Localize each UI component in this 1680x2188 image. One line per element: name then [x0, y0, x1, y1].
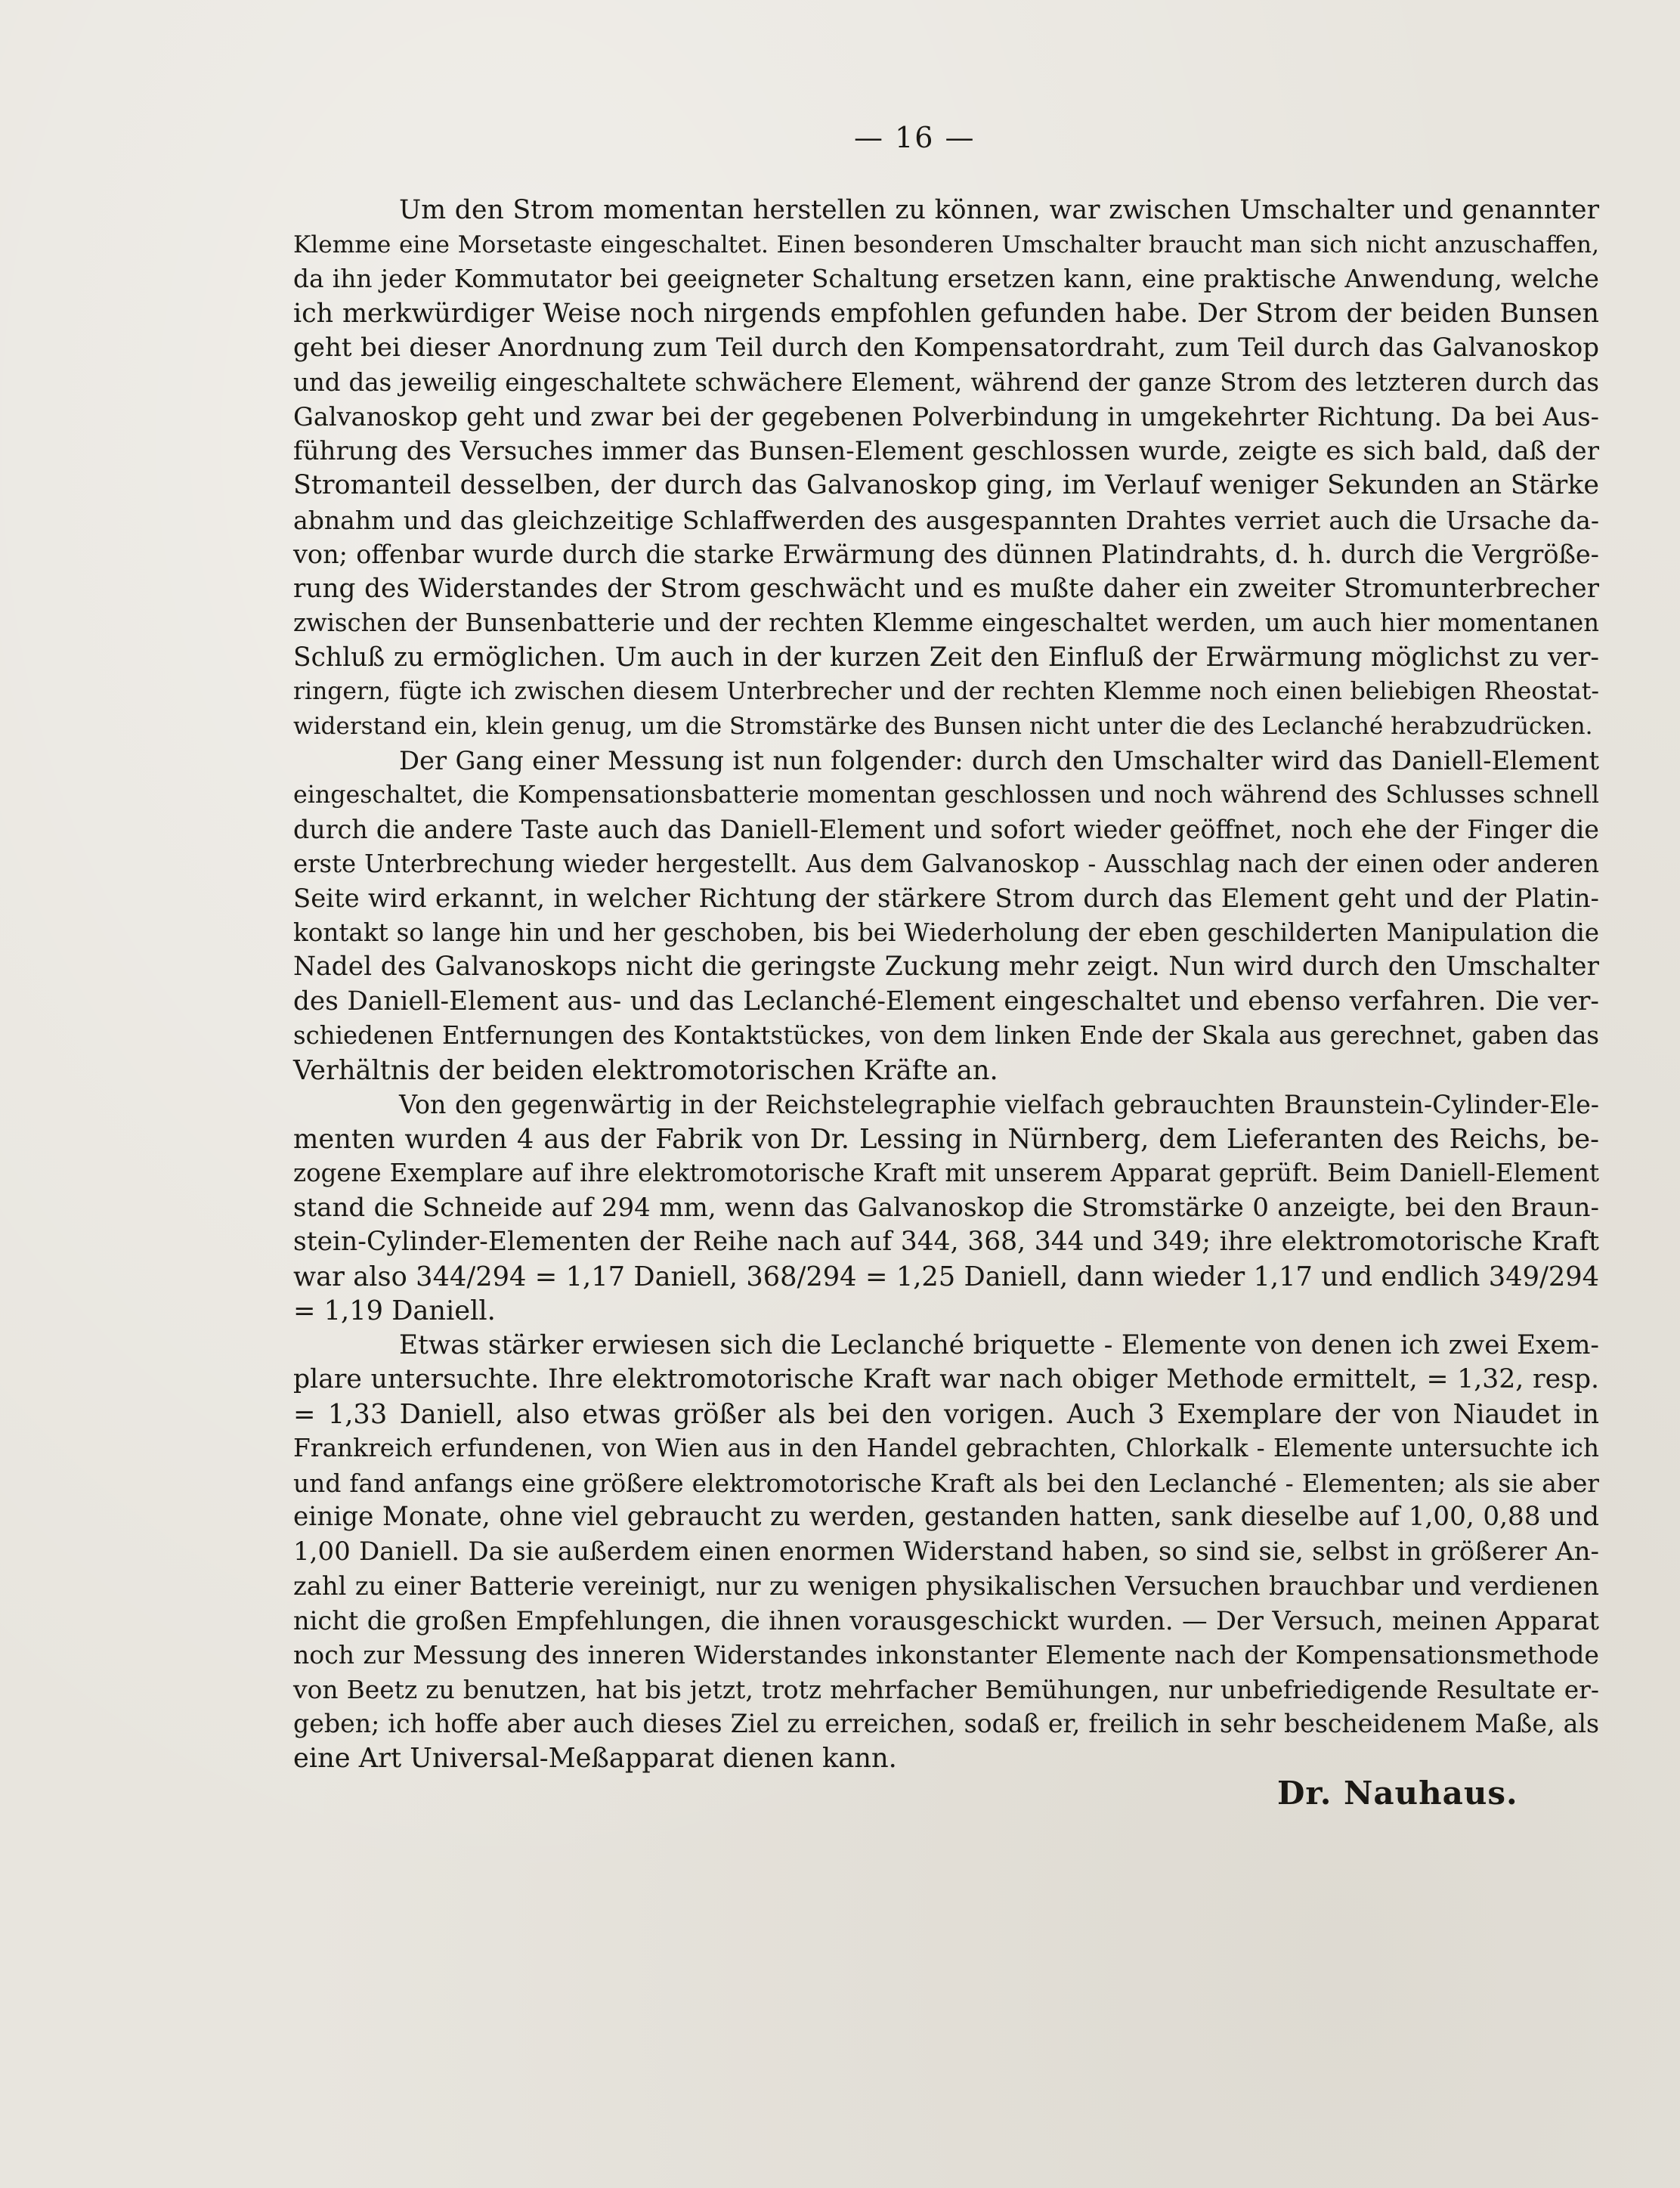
- text-line: widerstand ein, klein genug, um die Stromstärke des Bunsen nicht unter die des Leclanché herabzudrücken.: [293, 712, 1593, 740]
- text-line: eingeschaltet, die Kompensationsbatterie momentan geschlossen und noch während des Schlusses schnell: [293, 781, 1599, 809]
- text-line: durch die andere Taste auch das Daniell-Element und sofort wieder geöffnet, noch ehe der Finger die: [293, 815, 1599, 844]
- text-line: Galvanoskop geht und zwar bei der gegebenen Polverbindung in umgekehrter Richtung. Da bei Aus-: [293, 402, 1599, 432]
- text-line: einige Monate, ohne viel gebraucht zu werden, gestanden hatten, sank dieselbe auf 1,00, 0,88 und: [293, 1502, 1599, 1532]
- text-line: = 1,19 Daniell.: [293, 1295, 496, 1326]
- text-line: 1,00 Daniell. Da sie außerdem einen enormen Widerstand haben, so sind sie, selbst in größerer An-: [293, 1536, 1599, 1567]
- text-line: Frankreich erfundenen, von Wien aus in den Handel gebrachten, Chlorkalk - Elemente untersuchte ich: [293, 1434, 1599, 1462]
- text-line: des Daniell-Element aus- und das Leclanché-Element eingeschaltet und ebenso verfahren. Die ver-: [293, 986, 1599, 1017]
- text-line: geht bei dieser Anordnung zum Teil durch den Kompensatordraht, zum Teil durch das Galvanoskop: [293, 333, 1599, 363]
- text-line: noch zur Messung des inneren Widerstandes inkonstanter Elemente nach der Kompensationsmethode: [293, 1640, 1599, 1670]
- text-line: schiedenen Entfernungen des Kontaktstückes, von dem linken Ende der Skala aus gerechnet, gaben das: [293, 1021, 1599, 1050]
- text-line: Seite wird erkannt, in welcher Richtung der stärkere Strom durch das Element geht und der Platin-: [293, 884, 1599, 913]
- text-line: = 1,33 Daniell, also etwas größer als bei den vorigen. Auch 3 Exemplare der von Niaudet in: [293, 1398, 1599, 1430]
- text-line: zogene Exemplare auf ihre elektromotorische Kraft mit unserem Apparat geprüft. Beim Daniell-Element: [293, 1159, 1599, 1187]
- text-line: erste Unterbrechung wieder hergestellt. Aus dem Galvanoskop - Ausschlag nach der einen oder anderen: [293, 849, 1599, 878]
- text-line: führung des Versuches immer das Bunsen-Element geschlossen wurde, zeigte es sich bald, daß der: [293, 435, 1599, 466]
- text-line: Klemme eine Morsetaste eingeschaltet. Einen besonderen Umschalter braucht man sich nicht anzuschaffen,: [293, 231, 1599, 258]
- text-line: von; offenbar wurde durch die starke Erwärmung des dünnen Platindrahts, d. h. durch die Vergröße-: [293, 540, 1599, 569]
- text-line: geben; ich hoffe aber auch dieses Ziel zu erreichen, sodaß er, freilich in sehr bescheidenem Maße, als: [293, 1709, 1599, 1738]
- page-number: — 16 —: [854, 121, 976, 154]
- text-line: zwischen der Bunsenbatterie und der rechten Klemme eingeschaltet werden, um auch hier momentanen: [293, 608, 1599, 637]
- text-line: ich merkwürdiger Weise noch nirgends empfohlen gefunden habe. Der Strom der beiden Bunsen: [293, 298, 1599, 329]
- text-line: kontakt so lange hin und her geschoben, bis bei Wiederholung der eben geschilderten Manipulation die: [293, 918, 1599, 947]
- text-line: Stromanteil desselben, der durch das Galvanoskop ging, im Verlauf weniger Sekunden an Stärke: [293, 470, 1599, 500]
- text-line: Nadel des Galvanoskops nicht die geringste Zuckung mehr zeigt. Nun wird durch den Umschalter: [293, 952, 1599, 982]
- text-line: eine Art Universal-Meßapparat dienen kann.: [293, 1742, 897, 1774]
- text-line: von Beetz zu benutzen, hat bis jetzt, trotz mehrfacher Bemühungen, nur unbefriedigende Resultate er-: [293, 1674, 1599, 1704]
- text-line: Schluß zu ermöglichen. Um auch in der kurzen Zeit den Einfluß der Erwärmung möglichst zu ver-: [293, 642, 1599, 673]
- text-line: rung des Widerstandes der Strom geschwächt und es mußte daher ein zweiter Stromunterbrecher: [293, 573, 1599, 604]
- text-line: Etwas stärker erwiesen sich die Leclanché briquette - Elemente von denen ich zwei Exem-: [399, 1329, 1599, 1360]
- text-line: nicht die großen Empfehlungen, die ihnen vorausgeschickt wurden. — Der Versuch, meinen Apparat: [293, 1605, 1599, 1636]
- text-line: plare untersuchte. Ihre elektromotorische Kraft war nach obiger Methode ermittelt, = 1,32, resp.: [293, 1364, 1599, 1394]
- text-line: Verhältnis der beiden elektromotorischen Kräfte an.: [293, 1054, 998, 1086]
- text-line: stein-Cylinder-Elementen der Reihe nach auf 344, 368, 344 und 349; ihre elektromotorische Kraft: [293, 1227, 1599, 1257]
- text-line: und das jeweilig eingeschaltete schwächere Element, während der ganze Strom des letzteren durch das: [293, 367, 1599, 397]
- paragraph-4: [293, 1329, 1599, 1776]
- text-line: zahl zu einer Batterie vereinigt, nur zu wenigen physikalischen Versuchen brauchbar und verdienen: [293, 1571, 1599, 1601]
- text-line: abnahm und das gleichzeitige Schlaffwerden des ausgespannten Drahtes verriet auch die Ursache da-: [293, 505, 1599, 535]
- text-line: war also 344/294 = 1,17 Daniell, 368/294 = 1,25 Daniell, dann wieder 1,17 und endlich 349/294: [293, 1261, 1599, 1292]
- text-line: da ihn jeder Kommutator bei geeigneter Schaltung ersetzen kann, eine praktische Anwendung, welche: [293, 265, 1599, 293]
- paragraph-2: [293, 744, 1599, 1088]
- body-text: [293, 193, 1599, 1775]
- paragraph-1: [293, 193, 1599, 744]
- text-line: Der Gang einer Messung ist nun folgender: durch den Umschalter wird das Daniell-Element: [399, 746, 1599, 775]
- text-line: menten wurden 4 aus der Fabrik von Dr. Lessing in Nürnberg, dem Lieferanten des Reichs, be-: [293, 1123, 1599, 1155]
- text-line: Von den gegenwärtig in der Reichstelegraphie vielfach gebrauchten Braunstein-Cylinder-Ele-: [399, 1090, 1599, 1119]
- text-line: Um den Strom momentan herstellen zu können, war zwischen Umschalter und genannter: [399, 195, 1599, 225]
- text-line: stand die Schneide auf 294 mm, wenn das Galvanoskop die Stromstärke 0 anzeigte, bei den Braun-: [293, 1192, 1599, 1223]
- text-line: ringern, fügte ich zwischen diesem Unterbrecher und der rechten Klemme noch einen beliebigen Rheostat-: [293, 678, 1599, 705]
- paragraph-3: [293, 1088, 1599, 1329]
- text-line: und fand anfangs eine größere elektromotorische Kraft als bei den Leclanché - Elementen; als sie aber: [293, 1468, 1599, 1498]
- author-signature: Dr. Nauhaus.: [1277, 1775, 1518, 1812]
